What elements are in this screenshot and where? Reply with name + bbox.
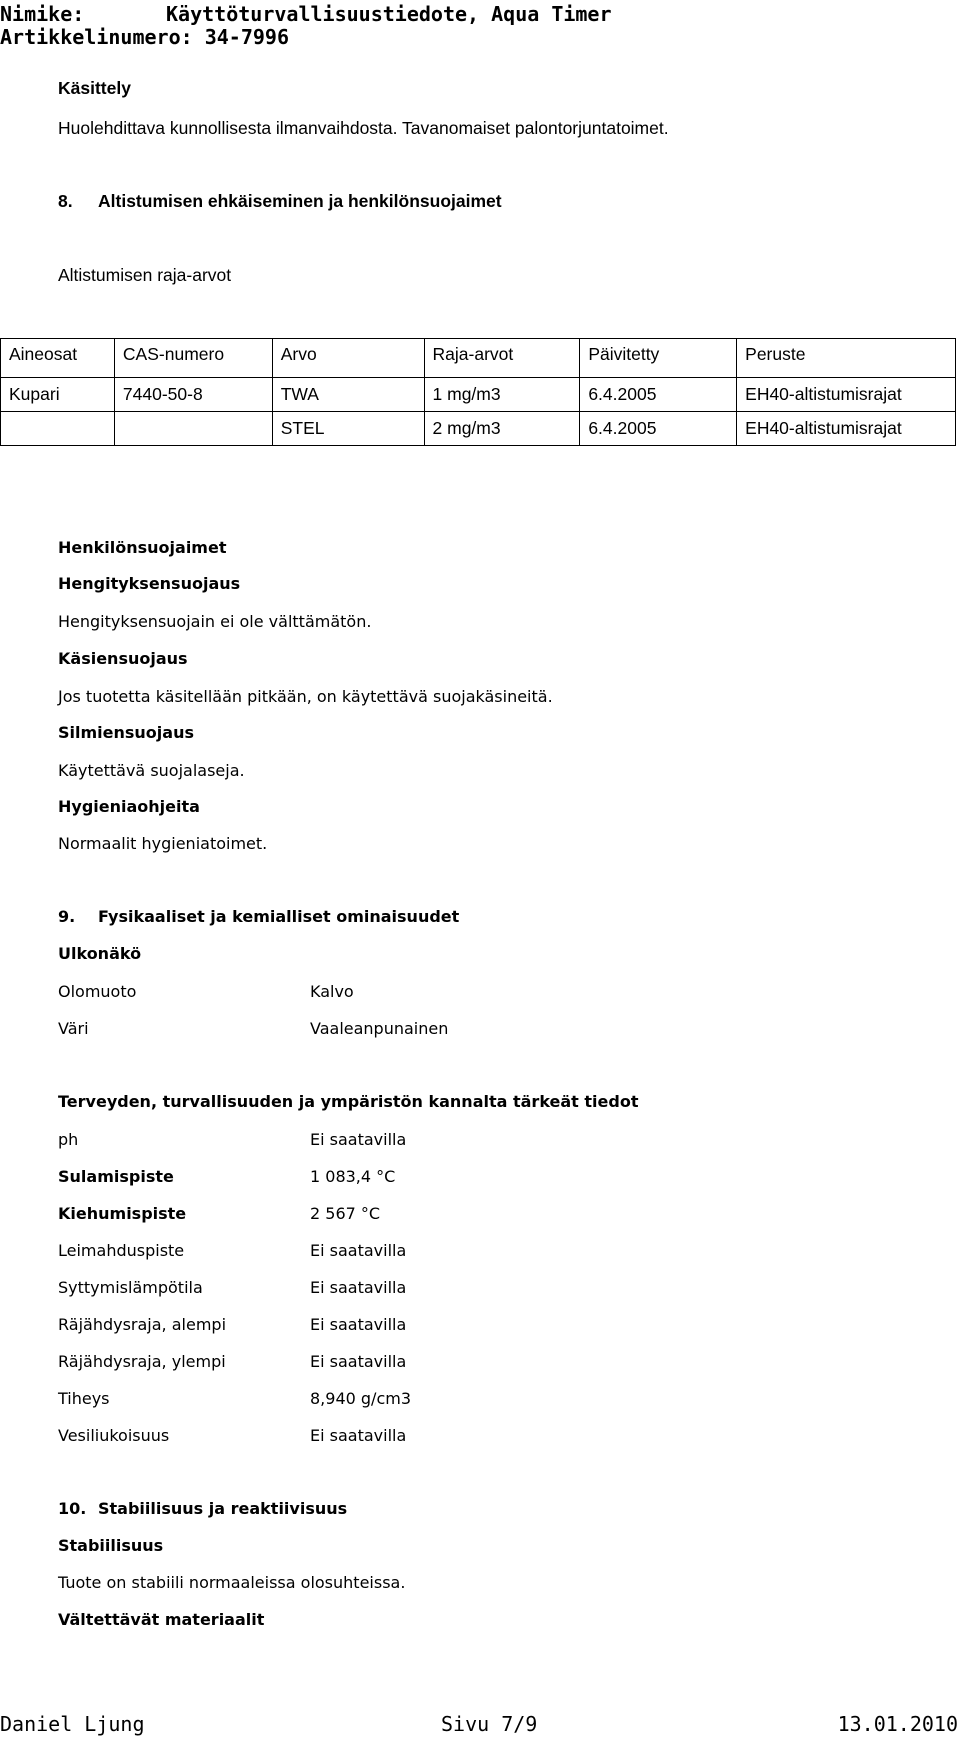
table-cell: Kupari (1, 378, 115, 412)
property-value: 1 083,4 °C (310, 1167, 396, 1186)
section8-title: Altistumisen ehkäiseminen ja henkilönsuojaimet (98, 191, 502, 211)
section10-title: Stabiilisuus ja reaktiivisuus (98, 1499, 348, 1518)
table-row (1, 412, 956, 446)
hygiene-text: Normaalit hygieniatoimet. (58, 834, 268, 853)
doc-header-article (0, 25, 289, 49)
table-row (1, 378, 956, 412)
footer-page: Sivu 7/9 (441, 1712, 538, 1736)
avoid-materials-title: Vältettävät materiaalit (58, 1610, 265, 1629)
handling-text: Huolehdittava kunnollisesta ilmanvaihdosta. Tavanomaiset palontorjuntatoimet. (58, 118, 669, 138)
name-value: Käyttöturvallisuustiedote, Aqua Timer (166, 2, 612, 26)
table-header-cell: Raja-arvot (424, 339, 580, 378)
table-cell: 1 mg/m3 (424, 378, 580, 412)
table-cell: 6.4.2005 (580, 412, 737, 446)
hand-protection-title: Käsiensuojaus (58, 649, 188, 668)
table-cell (114, 412, 272, 446)
property-label: Sulamispiste (58, 1167, 174, 1186)
property-label: Leimahduspiste (58, 1241, 185, 1260)
footer-author: Daniel Ljung (0, 1712, 145, 1736)
property-label: Räjähdysraja, alempi (58, 1315, 227, 1334)
important-info-title: Terveyden, turvallisuuden ja ympäristön kannalta tärkeät tiedot (58, 1092, 639, 1111)
limits-title: Altistumisen raja-arvot (58, 265, 232, 285)
table-cell: EH40-altistumisrajat (737, 378, 956, 412)
ppe-title: Henkilönsuojaimet (58, 538, 227, 557)
property-value: Ei saatavilla (310, 1130, 407, 1149)
eye-protection-title: Silmiensuojaus (58, 723, 194, 742)
respiratory-title: Hengityksensuojaus (58, 574, 241, 593)
table-cell: 7440-50-8 (114, 378, 272, 412)
table-cell: 6.4.2005 (580, 378, 737, 412)
property-label: Vesiliukoisuus (58, 1426, 170, 1445)
eye-protection-text: Käytettävä suojalaseja. (58, 761, 245, 780)
table-header-cell: Peruste (737, 339, 956, 378)
table-header-cell: Arvo (272, 339, 424, 378)
hand-protection-text: Jos tuotetta käsitellään pitkään, on käytettävä suojakäsineitä. (58, 687, 553, 706)
article-label: Artikkelinumero: (0, 25, 193, 49)
property-value: Ei saatavilla (310, 1241, 407, 1260)
table-header-row (1, 339, 956, 378)
handling-title: Käsittely (58, 78, 131, 98)
property-label: Kiehumispiste (58, 1204, 187, 1223)
table-header-cell: Aineosat (1, 339, 115, 378)
hygiene-title: Hygieniaohjeita (58, 797, 200, 816)
appearance-label: Väri (58, 1019, 89, 1038)
property-value: Ei saatavilla (310, 1278, 407, 1297)
table-cell: EH40-altistumisrajat (737, 412, 956, 446)
table-cell: TWA (272, 378, 424, 412)
footer-date: 13.01.2010 (837, 1712, 958, 1736)
section10-number: 10. (58, 1499, 87, 1518)
name-label: Nimike: (0, 2, 85, 26)
table-header-cell: Päivitetty (580, 339, 737, 378)
appearance-value: Vaaleanpunainen (310, 1019, 449, 1038)
section8-number: 8. (58, 191, 73, 211)
property-label: Räjähdysraja, ylempi (58, 1352, 226, 1371)
property-label: ph (58, 1130, 79, 1149)
exposure-limits-table (0, 338, 956, 446)
property-value: Ei saatavilla (310, 1315, 407, 1334)
appearance-title: Ulkonäkö (58, 944, 142, 963)
section9-number: 9. (58, 907, 76, 926)
table-cell (1, 412, 115, 446)
property-label: Tiheys (58, 1389, 110, 1408)
article-value: 34-7996 (204, 25, 289, 49)
table-header-cell: CAS-numero (114, 339, 272, 378)
property-value: Ei saatavilla (310, 1352, 407, 1371)
property-value: 2 567 °C (310, 1204, 381, 1223)
property-label: Syttymislämpötila (58, 1278, 203, 1297)
stability-title: Stabiilisuus (58, 1536, 164, 1555)
doc-header-name (0, 2, 612, 26)
appearance-label: Olomuoto (58, 982, 137, 1001)
stability-text: Tuote on stabiili normaaleissa olosuhteissa. (58, 1573, 406, 1592)
respiratory-text: Hengityksensuojain ei ole välttämätön. (58, 612, 372, 631)
appearance-value: Kalvo (310, 982, 354, 1001)
property-value: 8,940 g/cm3 (310, 1389, 411, 1408)
table-cell: 2 mg/m3 (424, 412, 580, 446)
section9-title: Fysikaaliset ja kemialliset ominaisuudet (98, 907, 460, 926)
property-value: Ei saatavilla (310, 1426, 407, 1445)
table-cell: STEL (272, 412, 424, 446)
